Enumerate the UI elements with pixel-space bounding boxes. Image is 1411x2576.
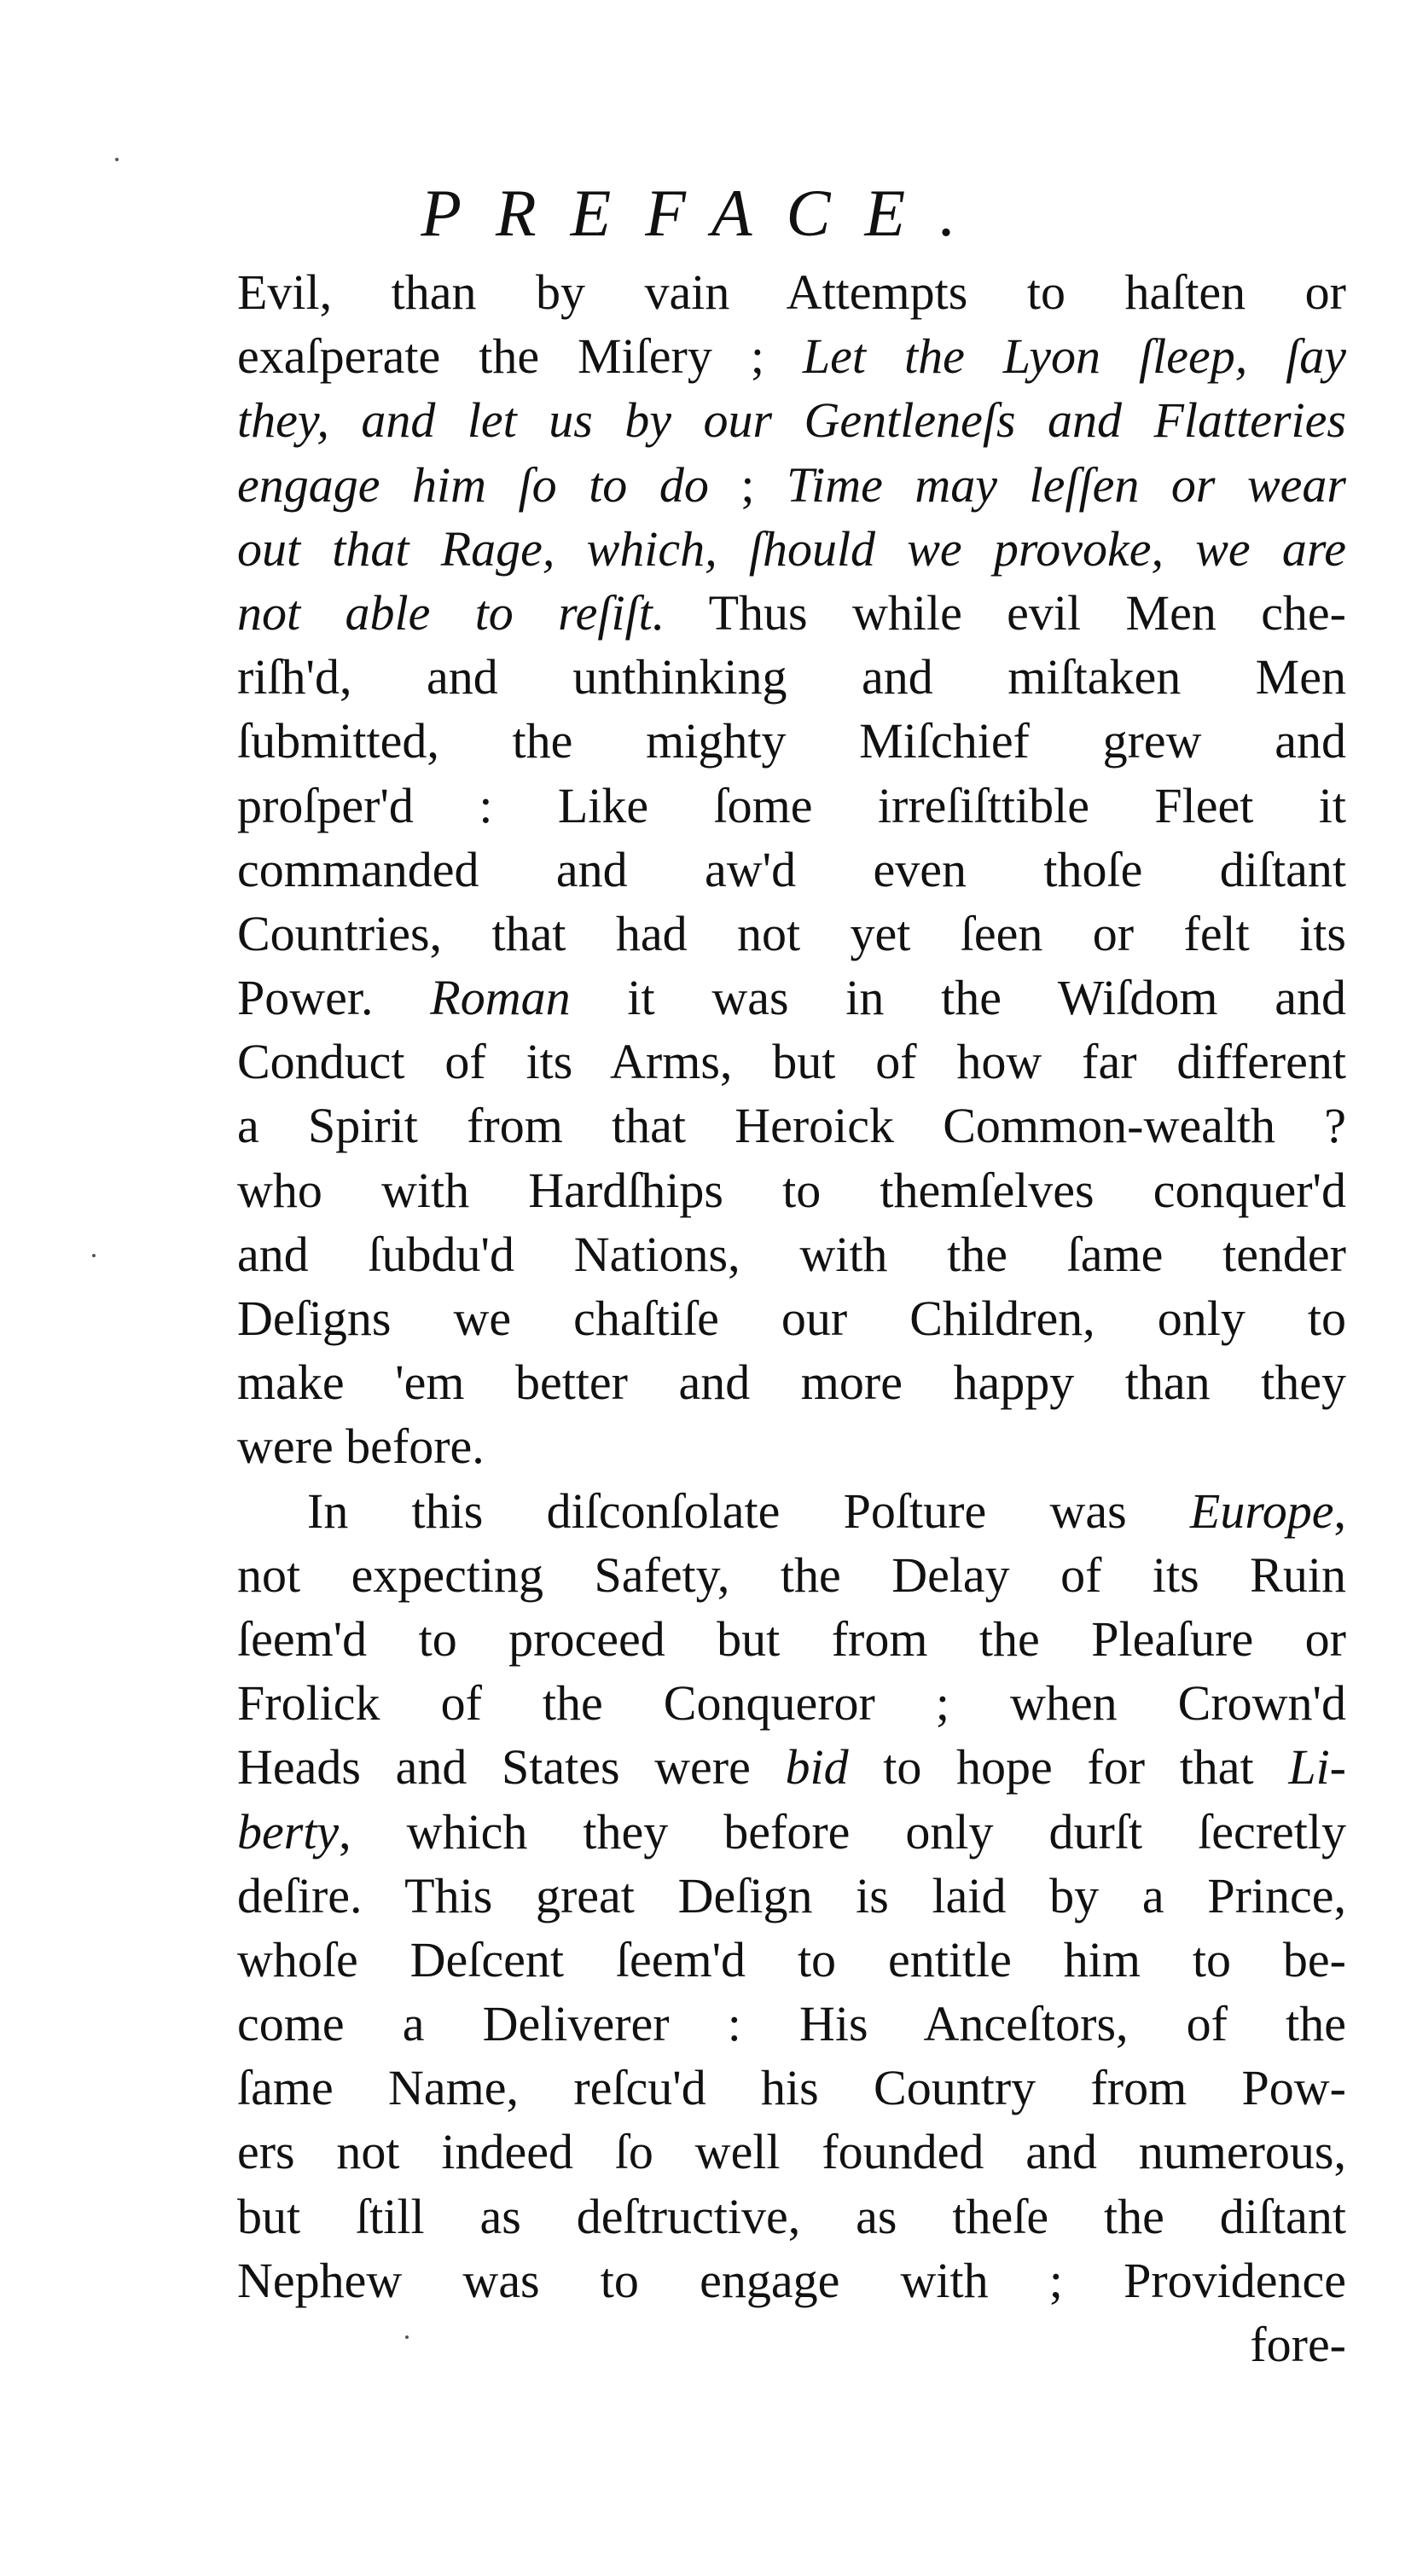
- roman-run: Frolick of the Conqueror ; when Crown'd: [237, 1675, 1346, 1732]
- roman-run: Countries, that had not yet ſeen or felt its: [237, 905, 1346, 961]
- roman-run: Thus while evil Men che-: [665, 584, 1346, 641]
- text-line: [237, 1222, 1346, 1286]
- italic-run: engage him ſo to do: [237, 456, 709, 513]
- roman-run: Heads and States were: [237, 1739, 786, 1796]
- text-line: [237, 902, 1346, 966]
- text-line: [237, 260, 1346, 324]
- text-line: [237, 388, 1346, 452]
- paper-speck: [405, 2335, 409, 2339]
- text-line: [237, 2184, 1346, 2248]
- running-title: PREFACE.: [421, 176, 990, 250]
- body-text: [237, 260, 1346, 2376]
- text-line: [237, 324, 1346, 388]
- text-line: [237, 1158, 1346, 1222]
- roman-run: Evil, than by vain Attempts to haſten or: [237, 264, 1346, 320]
- roman-run: exaſperate the Miſery ;: [237, 328, 803, 385]
- text-line: [237, 645, 1346, 709]
- text-line: [237, 774, 1346, 838]
- roman-run: and ſubdu'd Nations, with the ſame tender: [237, 1226, 1346, 1282]
- text-line: [237, 2248, 1346, 2312]
- roman-run: come a Deliverer : His Anceſtors, of the: [237, 1996, 1346, 2052]
- text-line: [237, 1543, 1346, 1607]
- italic-run: Europe: [1189, 1482, 1334, 1539]
- roman-run: deſire. This great Deſign is laid by a Prince,: [237, 1867, 1346, 1923]
- text-line: [237, 966, 1346, 1030]
- text-line: [237, 1094, 1346, 1157]
- roman-run: Nephew was to engage with ; Providence: [237, 2252, 1346, 2308]
- text-line: [237, 1030, 1346, 1094]
- roman-run: In this diſconſolate Poſture was: [307, 1482, 1190, 1539]
- text-line: [237, 453, 1346, 517]
- roman-run: riſh'd, and unthinking and miſtaken Men: [237, 649, 1346, 705]
- italic-run: they, and let us by our Gentleneſs and Flatteries: [237, 392, 1346, 449]
- italic-run: bid: [785, 1739, 849, 1796]
- roman-run: Conduct of its Arms, but of how far different: [237, 1034, 1346, 1090]
- text-line: [237, 838, 1346, 902]
- roman-run: it was in the Wiſdom and: [570, 970, 1347, 1026]
- roman-run: ſame Name, reſcu'd his Country from Pow-: [237, 2060, 1346, 2116]
- roman-run: make 'em better and more happy than they: [237, 1355, 1346, 1411]
- text-line: [237, 517, 1346, 581]
- italic-run: Roman: [430, 970, 571, 1026]
- roman-run: but ſtill as deſtructive, as theſe the diſtant: [237, 2188, 1346, 2244]
- text-line: [237, 1992, 1346, 2056]
- roman-run: ers not indeed ſo well founded and numerous,: [237, 2124, 1346, 2180]
- roman-run: ſubmitted, the mighty Miſchief grew and: [237, 713, 1346, 769]
- roman-run: a Spirit from that Heroick Common-wealth ?: [237, 1098, 1346, 1154]
- italic-run: out that Rage, which, ſhould we provoke, we are: [237, 520, 1346, 577]
- text-line: [237, 1414, 1346, 1478]
- text-line: [237, 1286, 1346, 1350]
- text-line: [237, 1607, 1346, 1671]
- text-line: [237, 1928, 1346, 1992]
- text-line: [237, 1671, 1346, 1735]
- text-line: [237, 1479, 1346, 1543]
- text-line: [237, 1864, 1346, 1928]
- paper-speck: [92, 1254, 96, 1257]
- roman-run: commanded and aw'd even thoſe diſtant: [237, 841, 1346, 897]
- text-line: [237, 2056, 1346, 2120]
- italic-run: Li-: [1288, 1739, 1346, 1796]
- roman-run: ,: [1333, 1482, 1346, 1539]
- roman-run: ſeem'd to proceed but from the Pleaſure or: [237, 1610, 1346, 1667]
- italic-run: not able to reſiſt.: [237, 584, 665, 641]
- text-line: [237, 709, 1346, 773]
- roman-run: , which they before only durſt ſecretly: [339, 1803, 1346, 1859]
- paper-speck: [115, 158, 119, 161]
- roman-run: ;: [708, 456, 787, 513]
- text-line: [237, 581, 1346, 645]
- roman-run: not expecting Safety, the Delay of its Ruin: [237, 1546, 1346, 1603]
- text-line: [237, 1800, 1346, 1864]
- roman-run: to hope for that: [848, 1739, 1289, 1796]
- italic-run: berty: [237, 1803, 340, 1859]
- text-line: [237, 2120, 1346, 2184]
- roman-run: were before.: [237, 1419, 485, 1475]
- roman-run: Deſigns we chaſtiſe our Children, only to: [237, 1291, 1346, 1346]
- roman-run: Power.: [237, 970, 431, 1026]
- roman-run: who with Hardſhips to themſelves conquer'd: [237, 1162, 1346, 1218]
- italic-run: Time may leſſen or wear: [787, 456, 1346, 513]
- catchword: fore-: [1250, 2317, 1346, 2372]
- roman-run: proſper'd : Like ſome irreſiſttible Fleet it: [237, 777, 1346, 833]
- text-line: [237, 1350, 1346, 1414]
- text-line: [237, 1735, 1346, 1799]
- italic-run: Let the Lyon ſleep, ſay: [802, 328, 1346, 385]
- roman-run: whoſe Deſcent ſeem'd to entitle him to be-: [237, 1931, 1346, 1987]
